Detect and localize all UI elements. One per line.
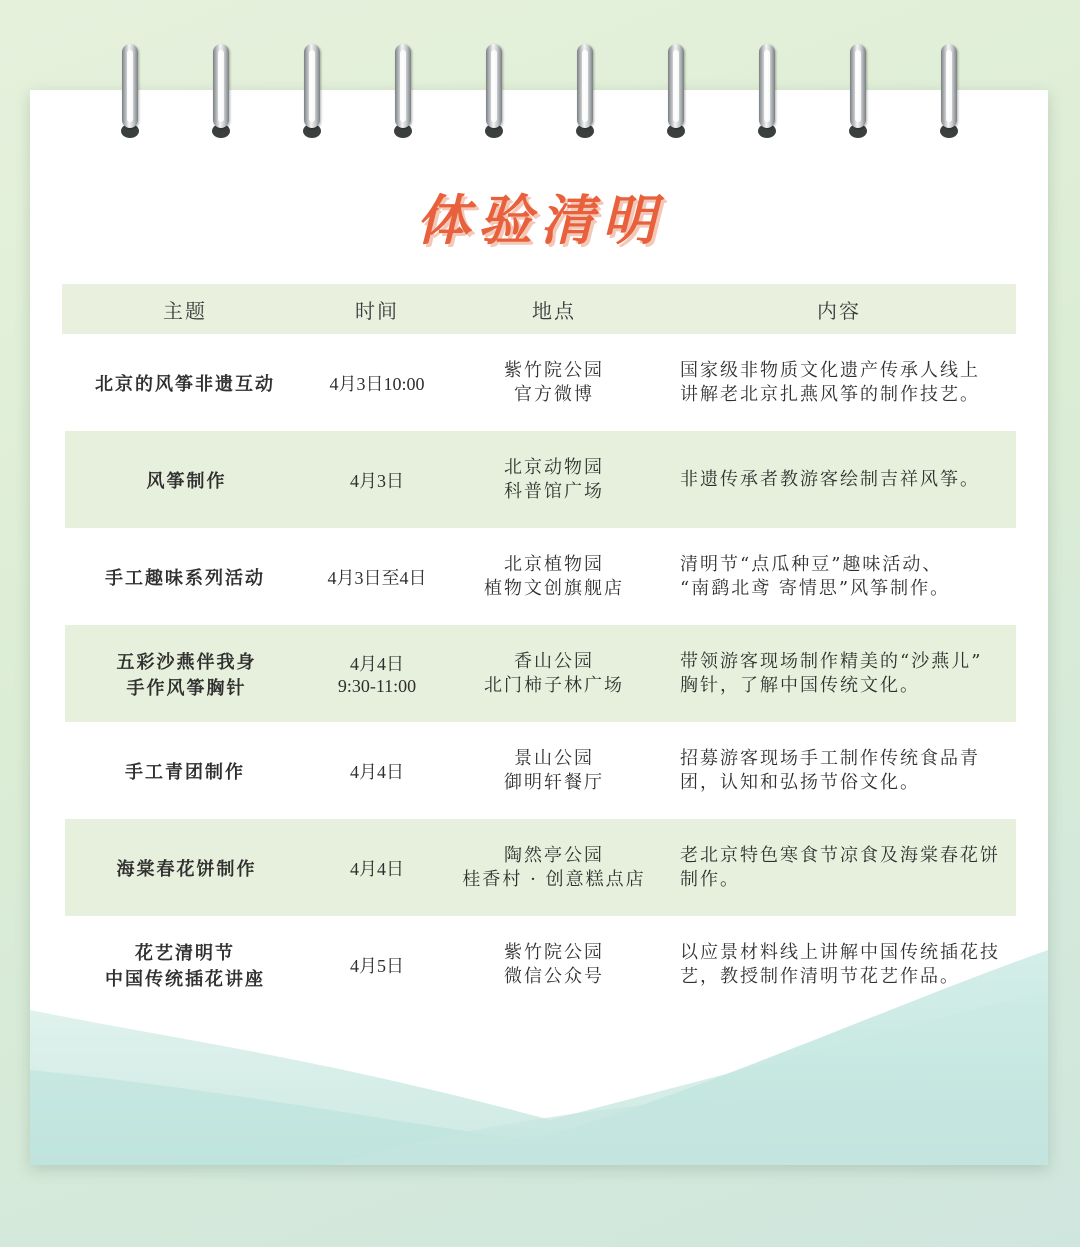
table-row <box>62 431 1016 528</box>
row-content-line: 非遗传承者教游客绘制吉祥风筝。 <box>680 468 980 490</box>
row-content-line: 老北京特色寒食节凉食及海棠春花饼 <box>680 844 1000 866</box>
row-time-line: 4月3日 <box>350 470 404 491</box>
row-place-line: 北门柿子林广场 <box>484 674 624 696</box>
binder-ring <box>756 44 778 140</box>
row-theme-line: 手工青团制作 <box>125 761 245 783</box>
row-content-line: 以应景材料线上讲解中国传统插花技 <box>680 941 1000 963</box>
row-place-line: 御明轩餐厅 <box>504 771 604 793</box>
row-theme <box>62 916 308 1013</box>
row-content-line: 团，认知和弘扬节俗文化。 <box>680 771 920 793</box>
row-theme-line: 海棠春花饼制作 <box>116 858 257 880</box>
row-theme-line: 手作风筝胸针 <box>126 677 247 699</box>
row-theme <box>62 334 308 431</box>
row-theme <box>62 625 308 722</box>
table-row <box>62 625 1016 722</box>
row-theme <box>62 528 308 625</box>
binder-ring <box>574 44 596 140</box>
row-content <box>662 819 1016 916</box>
row-time <box>308 722 446 819</box>
row-theme-line: 北京的风筝非遗互动 <box>95 373 275 395</box>
row-place-line: 紫竹院公园 <box>504 359 604 381</box>
row-place-line: 植物文创旗舰店 <box>484 577 624 599</box>
header-content: 内容 <box>662 284 1016 334</box>
row-time <box>308 625 446 722</box>
binder-ring <box>392 44 414 140</box>
row-place-line: 桂香村 · 创意糕点店 <box>462 868 646 890</box>
binder-rings <box>0 44 1080 144</box>
row-time-line: 4月4日 <box>350 761 404 782</box>
row-place <box>446 916 662 1013</box>
row-theme <box>62 819 308 916</box>
table-row <box>62 819 1016 916</box>
row-place-line: 官方微博 <box>514 383 594 405</box>
row-place <box>446 334 662 431</box>
row-time-line: 9:30-11:00 <box>337 676 417 696</box>
row-theme-line: 五彩沙燕伴我身 <box>116 651 257 673</box>
row-time <box>308 431 446 528</box>
table-row <box>62 334 1016 431</box>
row-content <box>662 334 1016 431</box>
row-content-line: 清明节“点瓜种豆”趣味活动、 <box>680 553 943 575</box>
page-title: 体验清明 <box>416 188 664 252</box>
table-row <box>62 722 1016 819</box>
header-place: 地点 <box>446 284 662 334</box>
table-row <box>62 916 1016 1013</box>
row-time-line: 4月3日至4日 <box>327 567 427 588</box>
row-place-line: 陶然亭公园 <box>504 844 604 866</box>
row-content <box>662 528 1016 625</box>
event-table <box>62 284 1016 1013</box>
row-content-line: 国家级非物质文化遗产传承人线上 <box>680 359 980 381</box>
row-content <box>662 722 1016 819</box>
row-place <box>446 722 662 819</box>
binder-ring <box>483 44 505 140</box>
row-theme-line: 中国传统插花讲座 <box>105 968 265 990</box>
row-theme-line: 风筝制作 <box>146 470 227 492</box>
row-place-line: 微信公众号 <box>504 965 604 987</box>
row-content <box>662 625 1016 722</box>
row-place-line: 景山公园 <box>514 747 594 769</box>
row-content <box>662 916 1016 1013</box>
row-place <box>446 625 662 722</box>
row-place <box>446 431 662 528</box>
row-theme-line: 手工趣味系列活动 <box>105 567 265 589</box>
row-theme <box>62 431 308 528</box>
row-time-line: 4月4日 <box>350 858 404 879</box>
row-time <box>308 334 446 431</box>
row-content-line: 招募游客现场手工制作传统食品青 <box>680 747 980 769</box>
row-place-line: 北京动物园 <box>504 456 604 478</box>
table-row <box>62 528 1016 625</box>
row-place <box>446 819 662 916</box>
binder-ring <box>847 44 869 140</box>
row-time <box>308 916 446 1013</box>
row-content <box>662 431 1016 528</box>
table-header-row <box>62 284 1016 334</box>
row-content-line: “南鹞北鸢 寄情思”风筝制作。 <box>680 577 951 599</box>
row-content-line: 制作。 <box>680 868 740 890</box>
row-content-line: 艺，教授制作清明节花艺作品。 <box>680 965 960 987</box>
table-body <box>62 334 1016 1013</box>
row-time-line: 4月3日10:00 <box>329 373 425 394</box>
binder-ring <box>119 44 141 140</box>
row-time-line: 4月5日 <box>350 955 404 976</box>
binder-ring <box>938 44 960 140</box>
binder-ring <box>665 44 687 140</box>
row-place-line: 香山公园 <box>514 650 594 672</box>
row-place <box>446 528 662 625</box>
row-time <box>308 819 446 916</box>
row-theme-line: 花艺清明节 <box>135 942 235 964</box>
header-theme: 主题 <box>62 284 308 334</box>
binder-ring <box>301 44 323 140</box>
row-place-line: 北京植物园 <box>504 553 604 575</box>
row-place-line: 紫竹院公园 <box>504 941 604 963</box>
binder-ring <box>210 44 232 140</box>
row-theme <box>62 722 308 819</box>
row-place-line: 科普馆广场 <box>504 480 604 502</box>
row-content-line: 讲解老北京扎燕风筝的制作技艺。 <box>680 383 980 405</box>
row-time-line: 4月4日 <box>350 654 404 674</box>
row-time <box>308 528 446 625</box>
row-content-line: 带领游客现场制作精美的“沙燕儿” <box>680 650 983 672</box>
row-content-line: 胸针，了解中国传统文化。 <box>680 674 920 696</box>
header-time: 时间 <box>308 284 446 334</box>
